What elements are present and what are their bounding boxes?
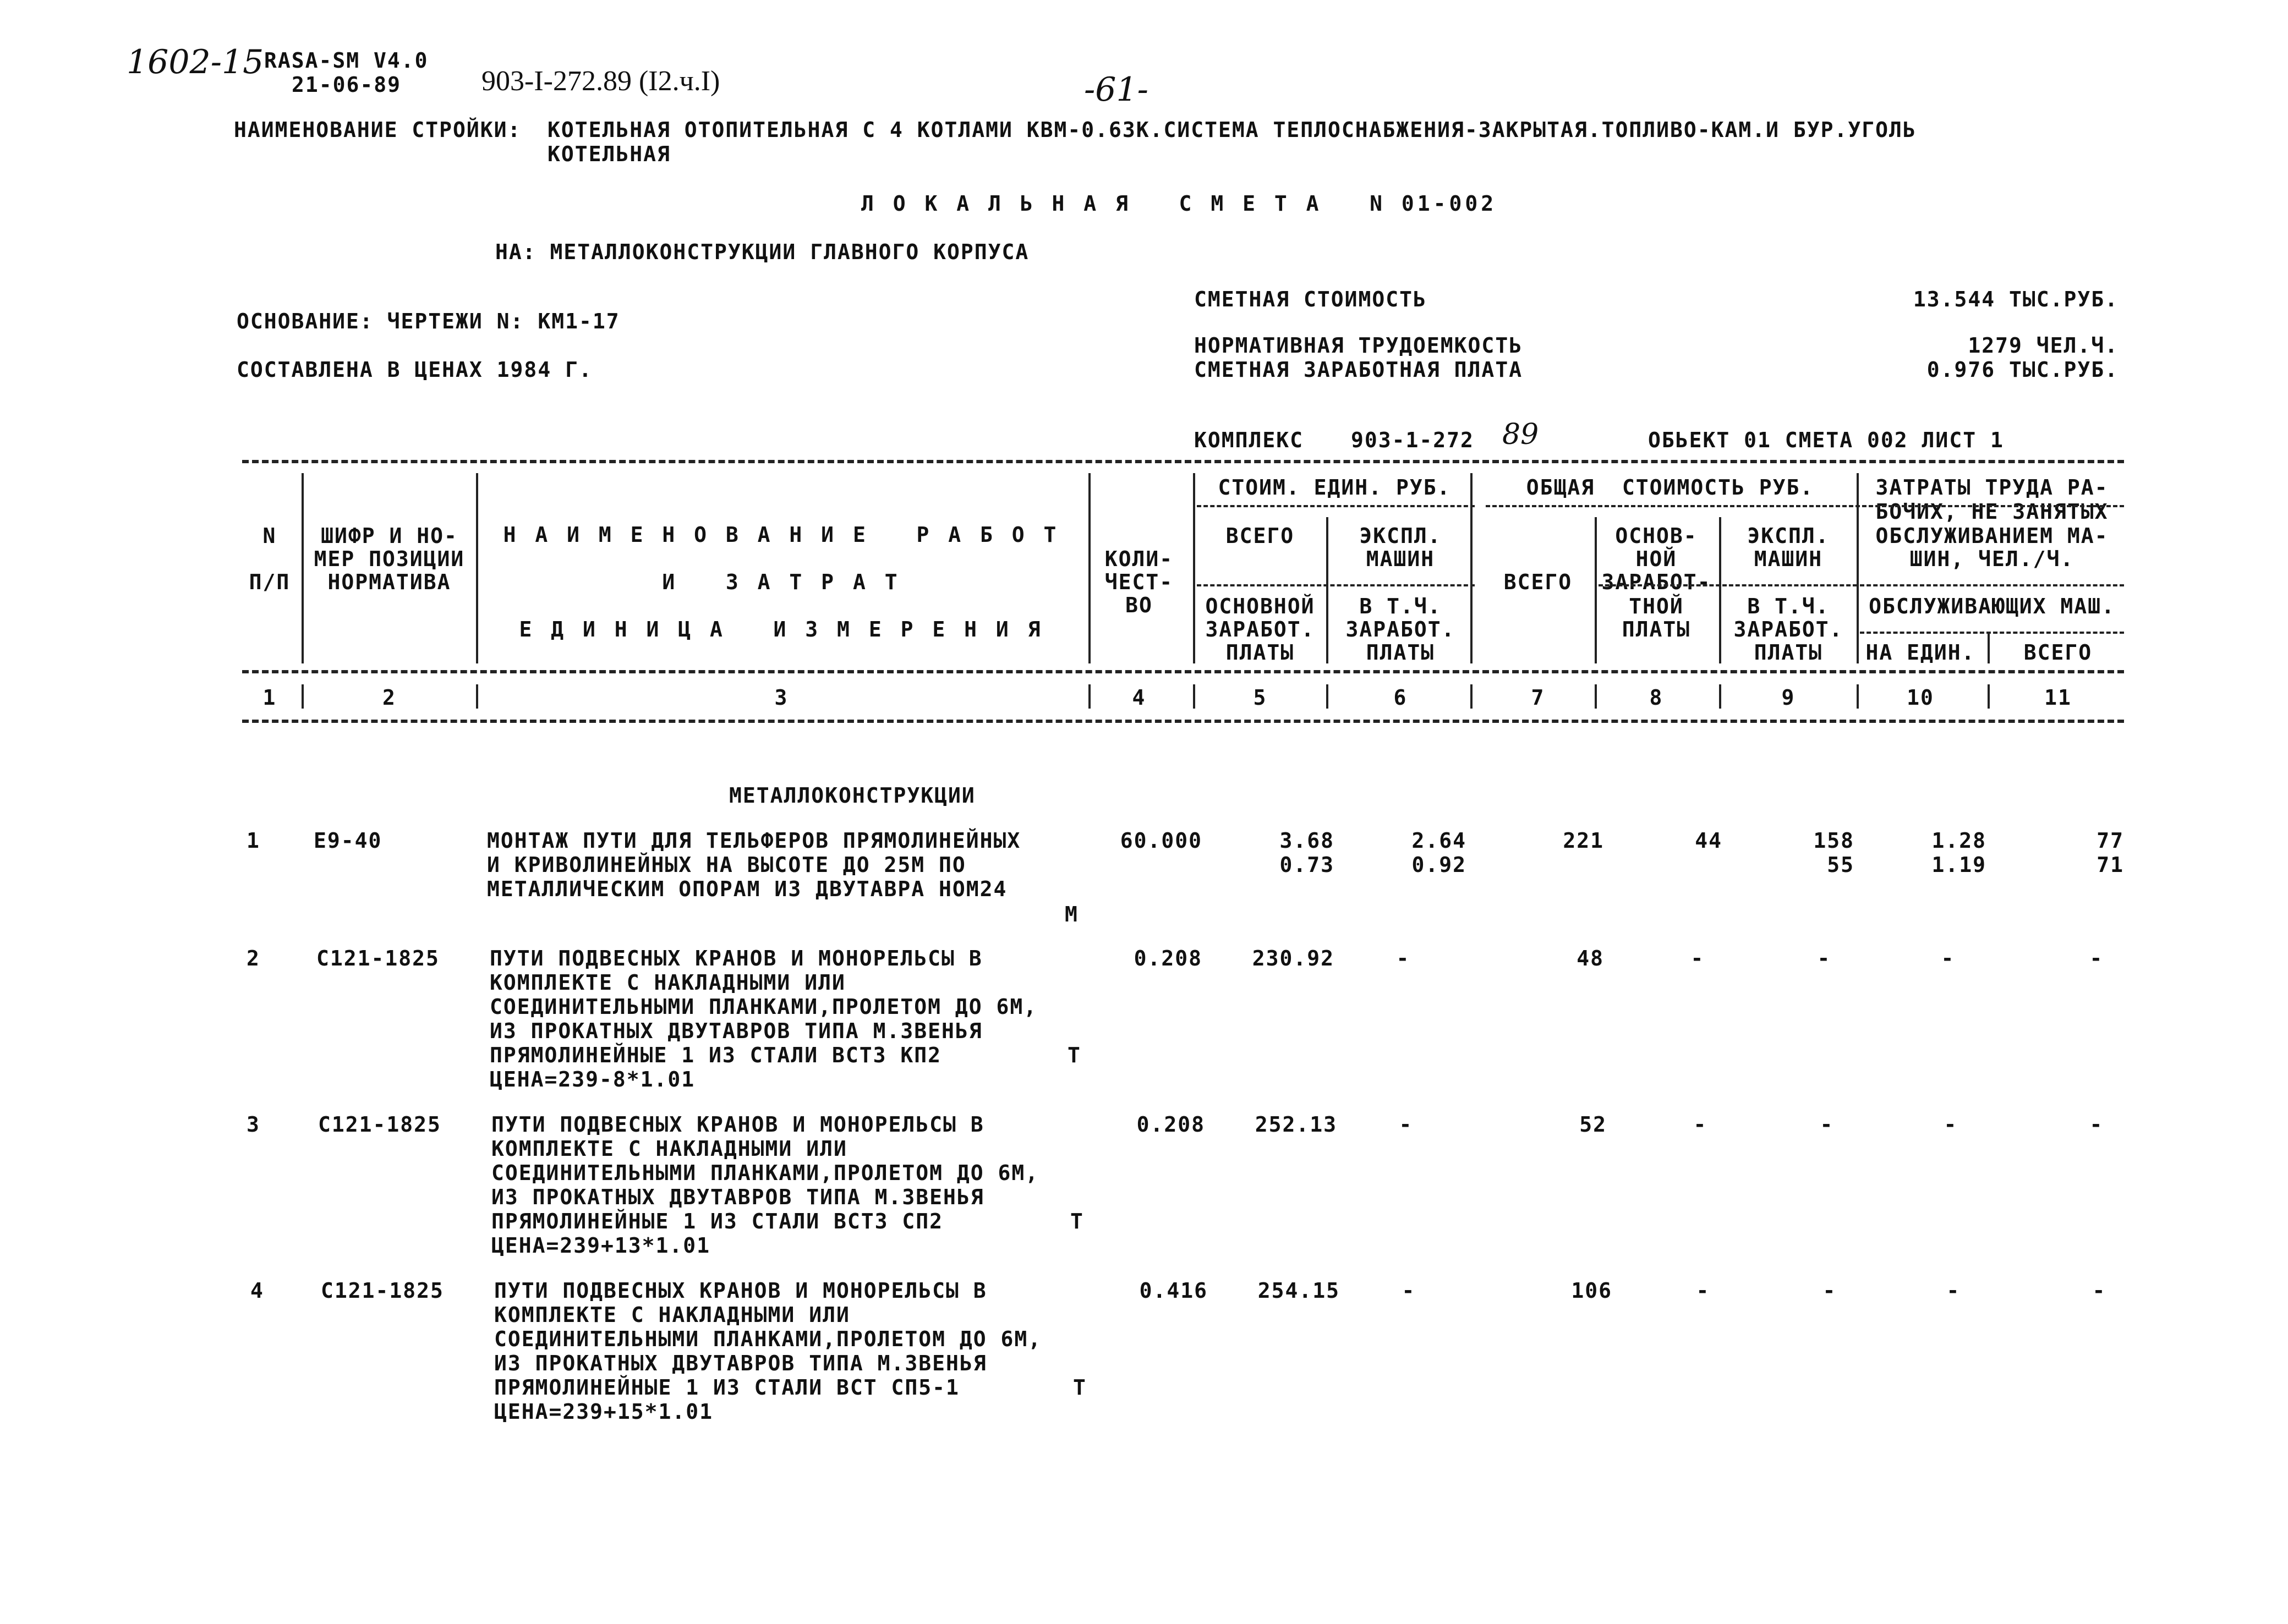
row-c5: 3.68	[1279, 829, 1334, 853]
complex-code: 903-1-272	[1351, 428, 1474, 452]
header-c8-4: ТНОЙ	[1629, 594, 1684, 618]
header-c9-3: В Т.Ч.	[1747, 594, 1830, 618]
print-date: 21-06-89	[292, 73, 402, 97]
col-sep	[1326, 684, 1328, 709]
row-c5: 230.92	[1252, 946, 1334, 970]
col-sep	[1470, 684, 1473, 709]
col-num: 7	[1531, 685, 1545, 710]
col-num: 8	[1649, 685, 1663, 710]
row-c10: -	[1946, 1279, 1961, 1303]
row-c8: -	[1690, 946, 1705, 970]
header-code-3: НОРМАТИВА	[327, 570, 451, 594]
header-c6-5: ПЛАТЫ	[1366, 640, 1435, 665]
header-name-1: Н А И М Е Н О В А Н И Е Р А Б О Т	[503, 523, 1060, 547]
header-c8-5: ПЛАТЫ	[1622, 617, 1691, 641]
row-n: 3	[247, 1112, 260, 1137]
col-num: 3	[774, 685, 789, 710]
column-numbers-rule	[242, 720, 2124, 723]
col-sep	[1719, 684, 1721, 709]
row-c10: 1.19	[1931, 853, 1986, 877]
row-unit: Т	[1068, 1043, 1081, 1067]
row-c5: 0.73	[1279, 853, 1334, 877]
row-c6: -	[1396, 946, 1410, 970]
row-c11: -	[2092, 1279, 2106, 1303]
header-qty-3: ВО	[1125, 593, 1153, 617]
labor-value: 1279 ЧЕЛ.Ч.	[1968, 333, 2119, 358]
row-name: И КРИВОЛИНЕЙНЫХ НА ВЫСОТЕ ДО 25М ПО	[487, 853, 966, 877]
header-pp: П/П	[249, 570, 291, 594]
header-labor-3: ОБСЛУЖИВАНИЕМ МА-	[1875, 524, 2109, 548]
header-labor-2: БОЧИХ, НЕ ЗАНЯТЫХ	[1875, 500, 2109, 524]
header-c5-3: ЗАРАБОТ.	[1205, 617, 1315, 641]
row-c7: 52	[1579, 1112, 1607, 1137]
page-number: -61-	[1084, 70, 1148, 109]
row-name: ИЗ ПРОКАТНЫХ ДВУТАВРОВ ТИПА М.ЗВЕНЬЯ	[490, 1019, 983, 1043]
system-label: RASA-SM V4.0	[264, 48, 429, 73]
row-unit: Т	[1073, 1375, 1087, 1400]
header-qty-1: КОЛИ-	[1104, 547, 1174, 571]
header-rule-labor-2	[1860, 632, 2124, 634]
header-code-2: МЕР ПОЗИЦИИ	[314, 547, 465, 571]
row-name: КОМПЛЕКТЕ С НАКЛАДНЫМИ ИЛИ	[491, 1137, 847, 1161]
row-c9: -	[1820, 1112, 1834, 1137]
col-sep	[302, 684, 304, 709]
row-n: 1	[247, 829, 260, 853]
row-c7: 221	[1563, 829, 1604, 853]
row-name: МОНТАЖ ПУТИ ДЛЯ ТЕЛЬФЕРОВ ПРЯМОЛИНЕЙНЫХ	[487, 829, 1021, 853]
row-code: С121-1825	[316, 946, 440, 970]
row-c5: 254.15	[1257, 1279, 1340, 1303]
col-sep	[476, 684, 478, 709]
row-c11: 71	[2097, 853, 2124, 877]
row-c9: 158	[1813, 829, 1854, 853]
complex-label: КОМПЛЕКС	[1194, 428, 1304, 452]
row-c9: -	[1817, 946, 1831, 970]
section-title: МЕТАЛЛОКОНСТРУКЦИИ	[729, 783, 976, 808]
row-c6: -	[1399, 1112, 1413, 1137]
row-c11: -	[2089, 1112, 2104, 1137]
row-name: ПРЯМОЛИНЕЙНЫЕ 1 ИЗ СТАЛИ ВСТ3 СП2	[491, 1209, 943, 1233]
row-c6: 2.64	[1411, 829, 1466, 853]
row-name: ПРЯМОЛИНЕЙНЫЕ 1 ИЗ СТАЛИ ВСТ СП5-1	[494, 1375, 960, 1400]
col-num: 10	[1907, 685, 1934, 710]
row-qty: 60.000	[1120, 829, 1202, 853]
document-title: Л О К А Л Ь Н А Я С М Е Т А N 01-002	[861, 191, 1497, 216]
col-sep	[1988, 633, 1990, 663]
col-num: 6	[1393, 685, 1408, 710]
row-c10: 1.28	[1931, 829, 1986, 853]
col-num: 9	[1781, 685, 1796, 710]
col-sep	[1193, 684, 1195, 709]
row-name: МЕТАЛЛИЧЕСКИМ ОПОРАМ ИЗ ДВУТАВРА НОМ24	[487, 877, 1008, 901]
header-c11: ВСЕГО	[2023, 640, 2093, 665]
col-sep	[1326, 517, 1328, 663]
row-name: КОМПЛЕКТЕ С НАКЛАДНЫМИ ИЛИ	[490, 970, 846, 995]
header-c8-2: НОЙ	[1635, 547, 1677, 571]
row-name: ПУТИ ПОДВЕСНЫХ КРАНОВ И МОНОРЕЛЬСЫ В	[494, 1279, 987, 1303]
row-n: 2	[247, 946, 260, 970]
row-qty: 0.208	[1134, 946, 1202, 970]
document-number: 903-I-272.89 (I2.ч.I)	[481, 65, 720, 97]
header-code-1: ШИФР И НО-	[321, 524, 458, 548]
row-c7: 106	[1571, 1279, 1612, 1303]
row-name: ПРЯМОЛИНЕЙНЫЕ 1 ИЗ СТАЛИ ВСТ3 КП2	[490, 1043, 942, 1067]
header-c9-4: ЗАРАБОТ.	[1733, 617, 1843, 641]
row-qty: 0.208	[1136, 1112, 1205, 1137]
row-name: ИЗ ПРОКАТНЫХ ДВУТАВРОВ ТИПА М.ЗВЕНЬЯ	[494, 1351, 987, 1375]
row-name: СОЕДИНИТЕЛЬНЫМИ ПЛАНКАМИ,ПРОЛЕТОМ ДО 6М,	[494, 1327, 1042, 1351]
header-c5-1: ВСЕГО	[1225, 524, 1295, 548]
labor-label: НОРМАТИВНАЯ ТРУДОЕМКОСТЬ	[1194, 333, 1523, 358]
complex-code-handwritten: 89	[1502, 418, 1539, 451]
header-c6-3: В Т.Ч.	[1359, 594, 1442, 618]
construction-label: НАИМЕНОВАНИЕ СТРОЙКИ:	[234, 118, 522, 142]
header-total-cost: ОБЩАЯ СТОИМОСТЬ РУБ.	[1526, 475, 1814, 500]
construction-line-1: КОТЕЛЬНАЯ ОТОПИТЕЛЬНАЯ С 4 КОТЛАМИ КВМ-0.63К.СИСТЕМА ТЕПЛОСНАБЖЕНИЯ-ЗАКРЫТАЯ.ТОПЛИВО-КАМ.И БУР.УГОЛЬ	[548, 118, 1917, 142]
col-sep	[1470, 473, 1473, 663]
row-c11: -	[2089, 946, 2104, 970]
wage-value: 0.976 ТЫС.РУБ.	[1926, 358, 2119, 382]
header-c9-2: МАШИН	[1754, 547, 1823, 571]
row-name: ИЗ ПРОКАТНЫХ ДВУТАВРОВ ТИПА М.ЗВЕНЬЯ	[491, 1185, 984, 1209]
col-num: 5	[1253, 685, 1267, 710]
header-name-3: Е Д И Н И Ц А И З М Е Р Е Н И Я	[519, 617, 1044, 641]
price-basis: СОСТАВЛЕНА В ЦЕНАХ 1984 Г.	[237, 358, 593, 382]
header-unit-cost: СТОИМ. ЕДИН. РУБ.	[1218, 475, 1451, 500]
handwritten-code: 1602-15	[127, 43, 264, 81]
row-c6: -	[1402, 1279, 1416, 1303]
header-c8-3: ЗАРАБОТ-	[1601, 570, 1711, 594]
header-c10: НА ЕДИН.	[1865, 640, 1975, 665]
col-sep	[1595, 684, 1597, 709]
col-num: 11	[2044, 685, 2072, 710]
row-code: С121-1825	[318, 1112, 441, 1137]
wage-label: СМЕТНАЯ ЗАРАБОТНАЯ ПЛАТА	[1194, 358, 1523, 382]
row-name: СОЕДИНИТЕЛЬНЫМИ ПЛАНКАМИ,ПРОЛЕТОМ ДО 6М,	[491, 1161, 1039, 1185]
col-num: 2	[382, 685, 396, 710]
row-name: КОМПЛЕКТЕ С НАКЛАДНЫМИ ИЛИ	[494, 1303, 850, 1327]
col-num: 4	[1132, 685, 1146, 710]
header-rule-total-2	[1599, 584, 1857, 586]
row-name: ПУТИ ПОДВЕСНЫХ КРАНОВ И МОНОРЕЛЬСЫ В	[490, 946, 983, 970]
col-sep	[1595, 517, 1597, 663]
col-sep	[1088, 684, 1091, 709]
col-sep	[1857, 473, 1859, 663]
header-n: N	[262, 524, 277, 548]
col-sep	[1857, 684, 1859, 709]
col-sep	[1988, 684, 1990, 709]
basis: ОСНОВАНИЕ: ЧЕРТЕЖИ N: КМ1-17	[237, 309, 620, 333]
row-c6: 0.92	[1411, 853, 1466, 877]
col-sep	[1088, 473, 1091, 663]
header-rule-unit	[1197, 505, 1475, 507]
row-name: ЦЕНА=239+13*1.01	[491, 1233, 711, 1258]
row-c7: 48	[1577, 946, 1604, 970]
col-num: 1	[262, 685, 277, 710]
row-c10: -	[1941, 946, 1955, 970]
row-c11: 77	[2097, 829, 2124, 853]
row-name: ЦЕНА=239-8*1.01	[490, 1067, 696, 1091]
header-labor-5: ОБСЛУЖИВАЮЩИХ МАШ.	[1869, 594, 2115, 618]
row-name: СОЕДИНИТЕЛЬНЫМИ ПЛАНКАМИ,ПРОЛЕТОМ ДО 6М,	[490, 995, 1038, 1019]
header-c5-2: ОСНОВНОЙ	[1205, 594, 1315, 618]
row-name: ЦЕНА=239+15*1.01	[494, 1400, 714, 1424]
header-rule-total	[1486, 505, 2124, 507]
header-c8-1: ОСНОВ-	[1615, 524, 1698, 548]
header-labor-4: ШИН, ЧЕЛ./Ч.	[1909, 547, 2074, 571]
table-top-rule	[242, 460, 2124, 463]
header-c6-2: МАШИН	[1366, 547, 1435, 571]
header-c9-5: ПЛАТЫ	[1754, 640, 1823, 665]
row-n: 4	[250, 1279, 264, 1303]
construction-line-2: КОТЕЛЬНАЯ	[548, 142, 671, 166]
row-unit: М	[1065, 902, 1079, 926]
header-c9-1: ЭКСПЛ.	[1747, 524, 1830, 548]
row-c8: -	[1693, 1112, 1707, 1137]
estimated-cost-value: 13.544 ТЫС.РУБ.	[1913, 287, 2119, 311]
col-sep	[1719, 517, 1721, 663]
header-bottom-rule	[242, 670, 2124, 673]
row-c5: 252.13	[1255, 1112, 1337, 1137]
header-name-2: И З А Т Р А Т	[662, 570, 901, 594]
subject: НА: МЕТАЛЛОКОНСТРУКЦИИ ГЛАВНОГО КОРПУСА	[495, 240, 1030, 264]
col-sep	[302, 473, 304, 663]
row-qty: 0.416	[1139, 1279, 1208, 1303]
row-c10: -	[1944, 1112, 1958, 1137]
row-unit: Т	[1070, 1209, 1084, 1233]
header-c5-4: ПЛАТЫ	[1225, 640, 1295, 665]
row-c9: -	[1822, 1279, 1837, 1303]
header-labor-1: ЗАТРАТЫ ТРУДА РА-	[1875, 475, 2109, 500]
header-qty-2: ЧЕСТ-	[1104, 570, 1174, 594]
col-sep	[1193, 473, 1195, 663]
row-c9: 55	[1827, 853, 1854, 877]
estimated-cost-label: СМЕТНАЯ СТОИМОСТЬ	[1194, 287, 1427, 311]
row-code: С121-1825	[321, 1279, 444, 1303]
row-c8: -	[1696, 1279, 1710, 1303]
row-name: ПУТИ ПОДВЕСНЫХ КРАНОВ И МОНОРЕЛЬСЫ В	[491, 1112, 984, 1137]
header-rule-labor	[1860, 584, 2124, 586]
header-c6-4: ЗАРАБОТ.	[1345, 617, 1455, 641]
header-rule-unit-2	[1197, 584, 1475, 586]
header-c7: ВСЕГО	[1503, 570, 1573, 594]
col-sep	[476, 473, 478, 663]
row-code: Е9-40	[314, 829, 382, 853]
header-c6-1: ЭКСПЛ.	[1359, 524, 1442, 548]
object-sheet: ОБЬЕКТ 01 СМЕТА 002 ЛИСТ 1	[1648, 428, 2004, 452]
row-c8: 44	[1695, 829, 1722, 853]
